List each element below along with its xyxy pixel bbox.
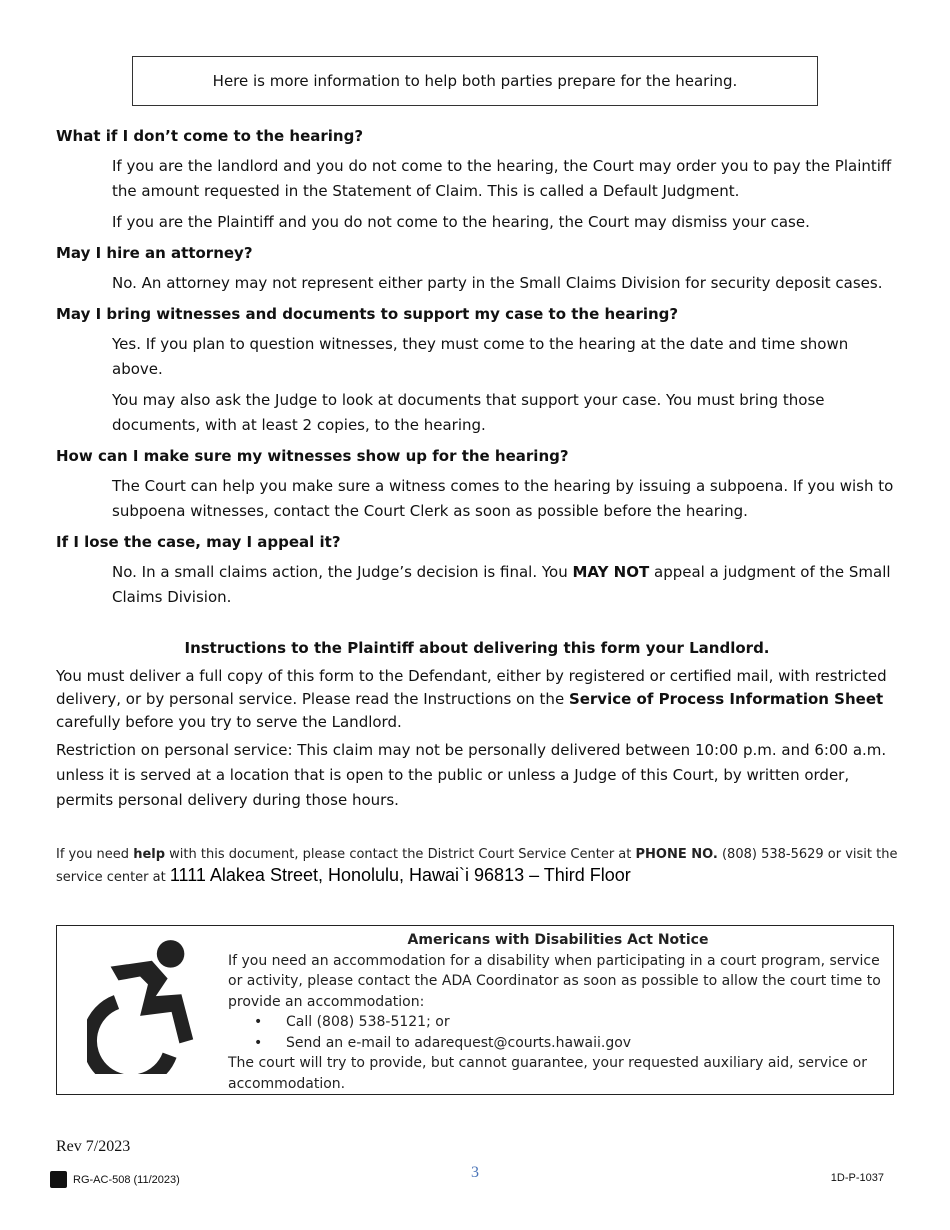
ada-closing: The court will try to provide, but cannot guarantee, your requested auxiliary aid, service or accommodation. — [228, 1055, 867, 1092]
answer-documents: You may also ask the Judge to look at documents that support your case. You must bring those documents, with at least 2 copies, to the hearing. — [112, 391, 825, 434]
service-center-address: 1111 Alakea Street, Honolulu, Hawai`i 96813 – Third Floor — [169, 865, 631, 885]
service-sheet-reference: Service of Process Information Sheet — [568, 690, 884, 708]
ada-body: If you need an accommodation for a disability when participating in a court program, service or activity, please contact the ADA Coordinator as soon as possible to allow the court time to provide an accommodation: — [228, 952, 881, 1010]
ada-email-item: • Send an e-mail to adarequest@courts.hawaii.gov — [254, 1033, 888, 1054]
answer-attorney: No. An attorney may not represent either party in the Small Claims Division for security deposit cases. — [112, 274, 883, 292]
answer-appeal-emphasis: MAY NOT — [572, 563, 650, 581]
faq-section — [56, 124, 898, 610]
ada-title: Americans with Disabilities Act Notice — [407, 932, 709, 948]
revision-date: Rev 7/2023 — [56, 1138, 131, 1155]
ada-call-item: • Call (808) 538-5121; or — [254, 1012, 888, 1033]
accessibility-wheelchair-icon — [87, 938, 205, 1074]
question-no-show: What if I don’t come to the hearing? — [56, 127, 364, 145]
delivery-text-end: carefully before you try to serve the Landlord. — [56, 713, 402, 731]
answer-no-show-plaintiff: If you are the Plaintiff and you do not come to the hearing, the Court may dismiss your case. — [112, 213, 810, 231]
question-witnesses-documents: May I bring witnesses and documents to support my case to the hearing? — [56, 305, 679, 323]
help-contact — [56, 844, 898, 888]
help-emphasis: help — [133, 847, 166, 862]
answer-appeal — [112, 560, 898, 610]
help-text-3: (808) 538-5629 or visit the service center at — [56, 847, 898, 885]
instructions-delivery — [56, 665, 898, 734]
question-appeal: If I lose the case, may I appeal it? — [56, 533, 341, 551]
phone-label: PHONE NO. — [635, 847, 718, 862]
delivery-text: You must deliver a full copy of this form to the Defendant, either by registered or certified mail, with restricted delivery, or by personal service. Please read the Instructions on the — [56, 667, 887, 708]
ada-notice-text — [228, 930, 888, 1094]
answer-appeal-text: No. In a small claims action, the Judge’s decision is final. You — [112, 563, 573, 581]
ada-notice-box — [56, 925, 894, 1095]
page-number: 3 — [471, 1164, 479, 1181]
answer-witnesses: Yes. If you plan to question witnesses, they must come to the hearing at the date and time shown above. — [112, 335, 849, 378]
document-id: 1D-P-1037 — [830, 1172, 884, 1184]
question-attorney: May I hire an attorney? — [56, 244, 253, 262]
answer-no-show-landlord: If you are the landlord and you do not come to the hearing, the Court may order you to pay the Plaintiff the amount requested in the Statement of Claim. This is called a Default Judgment. — [112, 157, 892, 200]
intro-text: Here is more information to help both parties prepare for the hearing. — [212, 72, 738, 90]
form-code-text: RG-AC-508 (11/2023) — [73, 1173, 180, 1186]
instructions-title: Instructions to the Plaintiff about delivering this form your Landlord. — [184, 639, 770, 657]
help-text-2: with this document, please contact the District Court Service Center at — [165, 847, 636, 862]
answer-subpoena: The Court can help you make sure a witness comes to the hearing by issuing a subpoena. If you wish to subpoena witnesses, contact the Court Clerk as soon as possible before the hearing. — [112, 477, 894, 520]
answer-appeal-text-end: appeal a judgment of the Small Claims Division. — [112, 563, 891, 606]
ada-contact-list — [254, 1012, 888, 1053]
help-text: If you need — [56, 847, 134, 862]
instructions-restriction: Restriction on personal service: This claim may not be personally delivered between 10:00 p.m. and 6:00 a.m. unless it is served at a location that is open to the public or unless a Judge of this Court, by written order, permits personal delivery during those hours. — [56, 741, 887, 809]
question-subpoena: How can I make sure my witnesses show up for the hearing? — [56, 447, 569, 465]
intro-box — [132, 56, 818, 106]
